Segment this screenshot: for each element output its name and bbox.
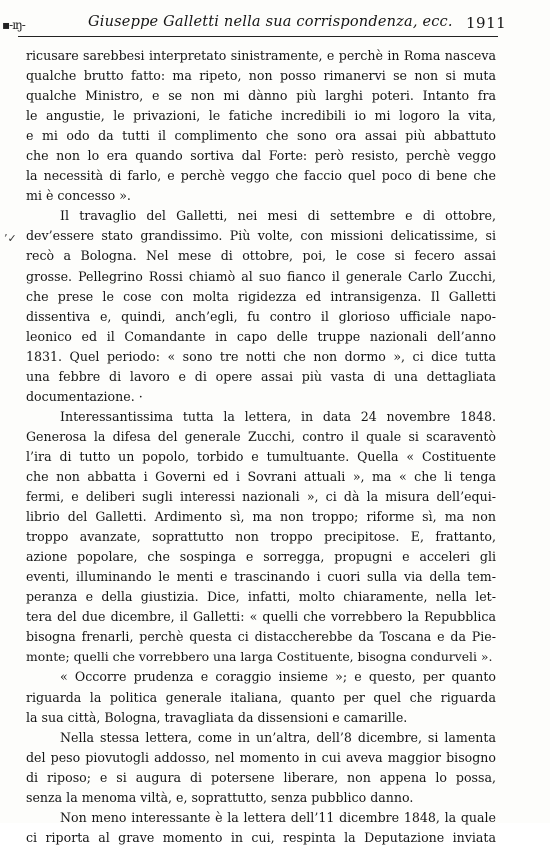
header-rule — [18, 36, 498, 37]
text-line: tera del due dicembre, il Galletti: « quelli che vorrebbero la Repubblica — [26, 609, 496, 625]
text-line: eventi, illuminando le menti e trascinando i cuori sulla via della tem- — [26, 569, 496, 585]
text-line: documentazione. · — [26, 388, 143, 404]
text-line: librio del Galletti. Ardimento sì, ma non troppo; riforme sì, ma non — [26, 509, 496, 525]
text-line: di riposo; e si augura di potersene liberare, non appena lo possa, — [26, 769, 496, 785]
text-line: « Occorre prudenza e coraggio insieme »; e questo, per quanto — [60, 669, 496, 685]
text-line: del peso piovutogli addosso, nel momento in cui aveva maggior bisogno — [26, 749, 496, 765]
text-line: la sua città, Bologna, travagliata da dissensioni e camarille. — [26, 709, 408, 725]
text-line: l’ira di tutto un popolo, torbido e tumultuante. Quella « Costituente — [26, 448, 496, 464]
text-line: monte; quelli che vorrebbero una larga Costituente, bisogna condurveli ». — [26, 649, 493, 665]
text-line: che non abbatta i Governi ed i Sovrani attuali », ma « che li tenga — [26, 468, 496, 484]
text-line: ci riporta al grave momento in cui, respinta la Deputazione inviata — [26, 829, 496, 845]
text-line: 1831. Quel periodo: « sono tre notti che non dormo », ci dice tutta — [26, 348, 496, 364]
text-line: azione popolare, che sospinga e sorregga, propugni e acceleri gli — [26, 549, 496, 565]
text-line: Il travaglio del Galletti, nei mesi di settembre e di ottobre, — [60, 208, 496, 224]
text-line: recò a Bologna. Nel mese di ottobre, poi, le cose si fecero assai — [26, 248, 496, 264]
text-line: troppo avanzate, soprattutto non troppo precipitose. E, frattanto, — [26, 529, 496, 545]
text-line: Generosa la difesa del generale Zucchi, contro il quale si scaraventò — [26, 428, 496, 444]
text-line: riguarda la politica generale italiana, quanto per quel che riguarda — [26, 689, 496, 705]
text-line: bisogna frenarli, perchè questa ci distaccherebbe da Toscana e da Pie- — [26, 629, 496, 645]
text-line: che non lo era quando sortiva dal Forte: però resisto, perchè veggo — [26, 148, 496, 164]
text-line: Interessantissima tutta la lettera, in data 24 novembre 1848. — [60, 408, 496, 424]
text-line: grosse. Pellegrino Rossi chiamò al suo fianco il generale Carlo Zucchi, — [26, 268, 496, 284]
text-line: qualche brutto fatto: ma ripeto, non posso rimanervi se non si muta — [26, 68, 496, 84]
text-line: una febbre di lavoro e di opere assai più vasta di una dettagliata — [26, 368, 496, 384]
text-line: dissentiva e, quindi, anch’egli, fu contro il glorioso ufficiale napo- — [26, 308, 496, 324]
text-line: che prese le cose con molta rigidezza ed intransigenza. Il Galletti — [26, 288, 496, 304]
text-line: qualche Ministro, e se non mi dànno più larghi poteri. Intanto fra — [26, 88, 496, 104]
running-title: Giuseppe Galletti nella sua corrispondenza, ecc. — [88, 14, 453, 30]
corner-mark: ▪-ıŋ- — [2, 18, 25, 32]
text-line: leonico ed il Comandante in capo delle truppe nazionali dell’anno — [26, 328, 496, 344]
page-number: 1911 — [466, 14, 507, 32]
text-line: fermi, e deliberi sugli interessi nazionali », ci dà la misura dell’equi- — [26, 489, 496, 505]
body-text — [26, 46, 496, 848]
text-line: e mi odo da tutti il complimento che sono ora assai più abbattuto — [26, 128, 496, 144]
running-header — [0, 14, 550, 40]
text-line: senza la menoma viltà, e, soprattutto, senza pubblico danno. — [26, 789, 414, 805]
text-line: dev’essere stato grandissimo. Più volte, con missioni delicatissime, si — [26, 228, 496, 244]
text-line: Nella stessa lettera, come in un’altra, dell’8 dicembre, si lamenta — [60, 729, 496, 745]
text-line: le angustie, le privazioni, le fatiche incredibili io mi logoro la vita, — [26, 108, 496, 124]
text-line: Non meno interessante è la lettera dell’11 dicembre 1848, la quale — [60, 809, 496, 825]
text-line: mi è concesso ». — [26, 188, 131, 204]
text-line: ricusare sarebbesi interpretato sinistramente, e perchè in Roma nasceva — [26, 48, 496, 63]
margin-annotation: ’✓ — [4, 232, 17, 245]
text-line: la necessità di farlo, e perchè veggo che faccio quel poco di bene che — [26, 168, 496, 184]
text-line: peranza e della giustizia. Dice, infatti, molto chiaramente, nella let- — [26, 589, 496, 605]
